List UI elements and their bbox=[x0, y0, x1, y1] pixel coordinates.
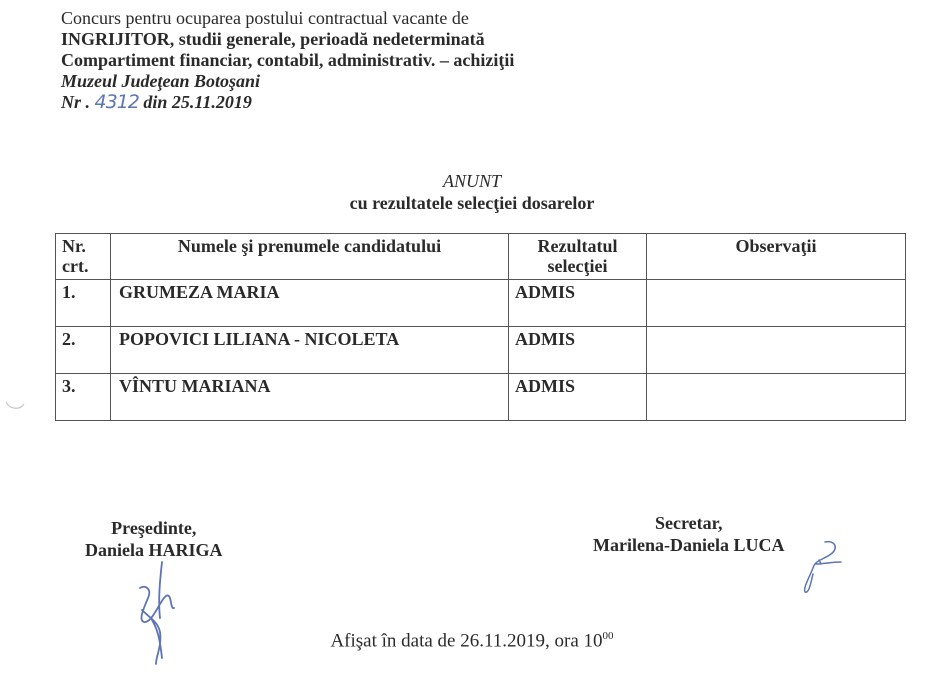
table-header-row bbox=[56, 234, 906, 280]
president-signature-icon bbox=[130, 560, 190, 670]
competition-line: Concurs pentru ocuparea postului contractual vacante de bbox=[61, 8, 469, 28]
registration-date: din 25.11.2019 bbox=[143, 92, 252, 112]
posting-notice bbox=[0, 630, 944, 652]
table-row bbox=[56, 280, 906, 327]
cell-notes bbox=[647, 327, 906, 374]
cell-name: GRUMEZA MARIA bbox=[111, 280, 509, 327]
department-line: Compartiment financiar, contabil, administrativ. – achiziţii bbox=[61, 50, 515, 70]
cell-result: ADMIS bbox=[509, 374, 647, 421]
document-header bbox=[61, 8, 514, 113]
cell-notes bbox=[647, 374, 906, 421]
nr-handwritten-value: 4312 bbox=[94, 91, 139, 113]
cell-nr: 1. bbox=[56, 280, 111, 327]
cell-nr: 3. bbox=[56, 374, 111, 421]
position-line: INGRIJITOR, studii generale, perioadă nedeterminată bbox=[61, 29, 485, 49]
institution-name: Muzeul Judeţean Botoşani bbox=[61, 71, 261, 91]
secretary-signature-icon bbox=[795, 538, 845, 598]
registration-number bbox=[61, 92, 514, 113]
title-main: ANUNT bbox=[442, 171, 502, 191]
president-name: Daniela HARIGA bbox=[85, 540, 223, 560]
results-table bbox=[55, 233, 906, 421]
posting-text: Afişat în data de 26.11.2019, ora 10 bbox=[330, 630, 603, 652]
nr-label: Nr . bbox=[61, 92, 91, 112]
secretary-signature-block bbox=[593, 512, 784, 556]
president-role: Preşedinte, bbox=[111, 518, 197, 538]
cell-notes bbox=[647, 280, 906, 327]
table-row bbox=[56, 374, 906, 421]
announcement-title bbox=[0, 170, 944, 214]
header-notes: Observaţii bbox=[647, 234, 906, 280]
header-result: Rezultatul selecţiei bbox=[509, 234, 647, 280]
table-row bbox=[56, 327, 906, 374]
cell-result: ADMIS bbox=[509, 327, 647, 374]
header-name: Numele şi prenumele candidatului bbox=[111, 234, 509, 280]
president-signature-block bbox=[85, 517, 223, 561]
cell-name: VÎNTU MARIANA bbox=[111, 374, 509, 421]
secretary-role: Secretar, bbox=[655, 513, 723, 533]
cell-name: POPOVICI LILIANA - NICOLETA bbox=[111, 327, 509, 374]
secretary-name: Marilena-Daniela LUCA bbox=[593, 535, 785, 555]
cell-nr: 2. bbox=[56, 327, 111, 374]
cell-result: ADMIS bbox=[509, 280, 647, 327]
header-nr: Nr. crt. bbox=[56, 234, 111, 280]
posting-time-minutes: 00 bbox=[602, 630, 614, 642]
title-subtitle: cu rezultatele selecţiei dosarelor bbox=[349, 193, 595, 213]
margin-mark-icon bbox=[4, 398, 26, 414]
